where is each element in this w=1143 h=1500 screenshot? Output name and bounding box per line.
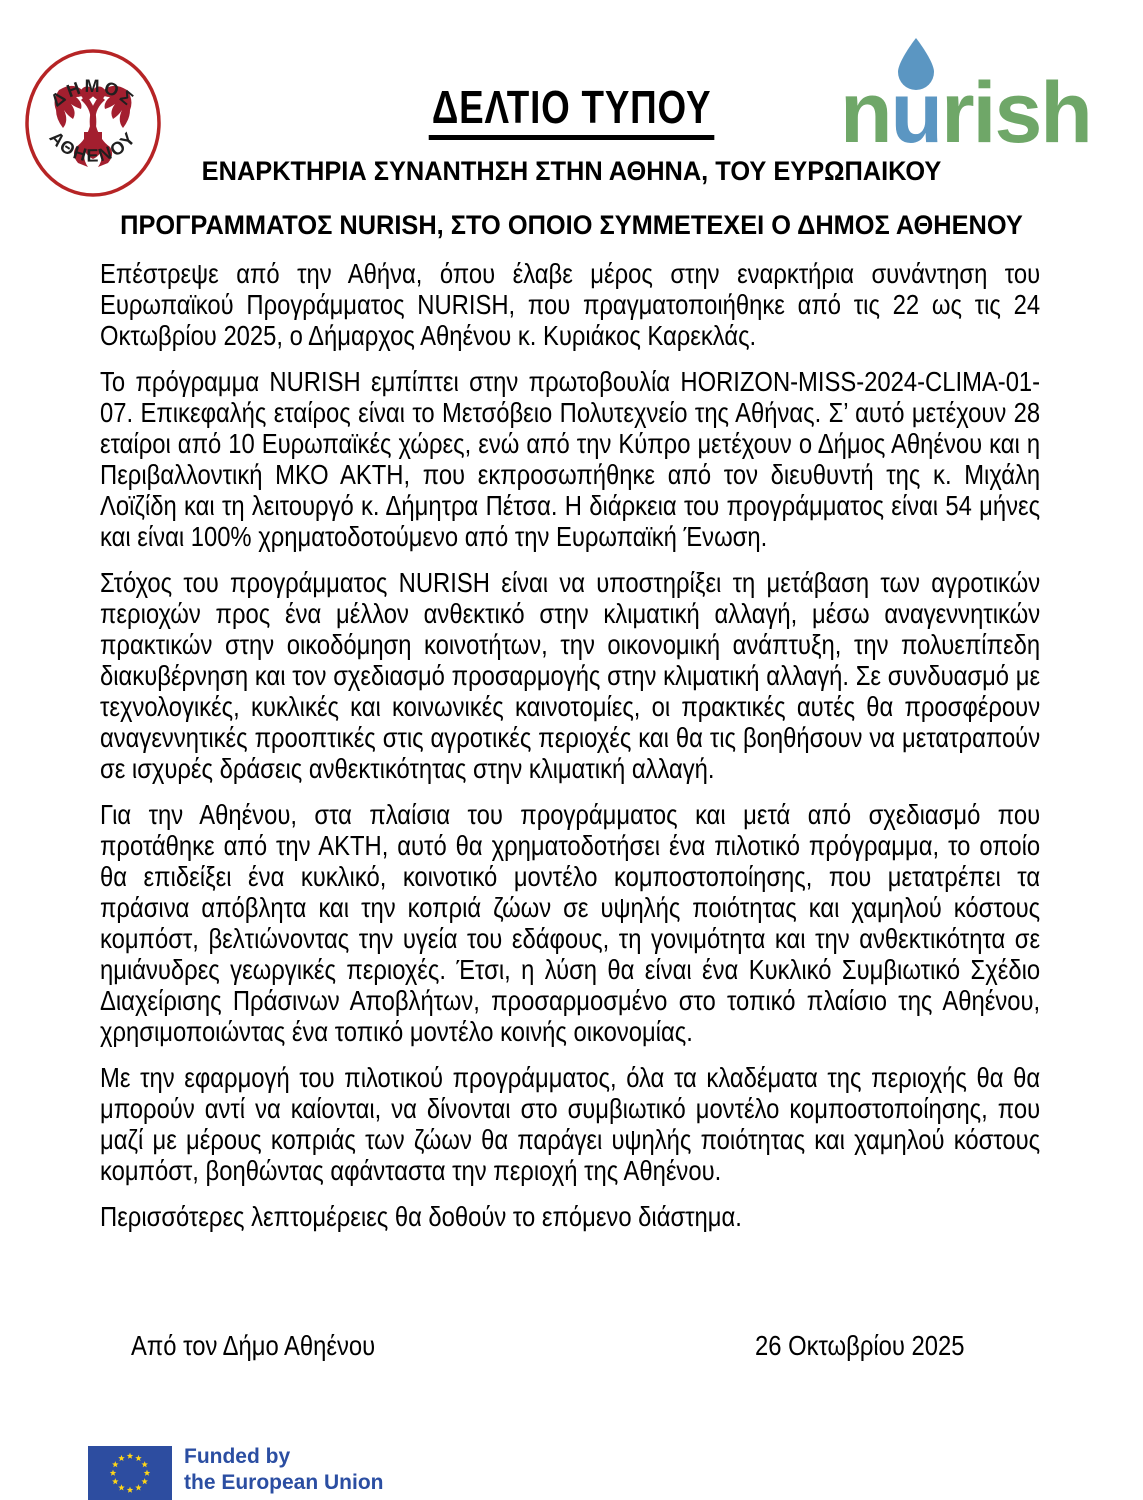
headline (60, 156, 1083, 240)
paragraph-3: Στόχος του προγράμματος NURISH είναι να υποστηρίξει τη μετάβαση των αγροτικών περιοχών προς ένα μέλλον ανθεκτικό στην κλιματική αλλαγή, μέσω αναγεννητικών πρακτικών στην οικοδόμηση κοινοτήτων, την οικονομική ανάπτυξη, την πολυεπίπεδη διακυβέρνηση και τον σχεδιασμό προσαρμογής στην κλιματική αλλαγή. Σε συνδυασμό με τεχνολογικές, κυκλικές και κοινωνικές καινοτομίες, οι πρακτικές αυτές θα προσφέρουν αναγεννητικές προοπτικές στις αγροτικές περιοχές και θα τις βοηθήσουν να μετατραπούν σε ισχυρές δράσεις ανθεκτικότητας στην κλιματική αλλαγή. (100, 567, 1041, 784)
signoff-text: Από τον Δήμο Αθηένου (131, 1330, 376, 1361)
nurish-letter-n: n (840, 65, 891, 150)
paragraph-4: Για την Αθηένου, στα πλαίσια του προγράμματος και μετά από σχεδιασμό που προτάθηκε από την ΑΚΤΗ, αυτό θα χρηματοδοτήσει ένα πιλοτικό πρόγραμμα, το οποίο θα επιδείξει ένα κυκλικό, κοινοτικό μοντέλο κομποστοποίησης, που μετατρέπει τα πράσινα απόβλητα και την κοπριά ζώων σε υψηλής ποιότητας και χαμηλού κόστους κομπόστ, βελτιώνοντας την υγεία του εδάφους, τη γονιμότητα και την ανθεκτικότητα σε ημιάνυδρες γεωργικές περιοχές. Έτσι, η λύση θα είναι ένα Κυκλικό Συμβιωτικό Σχέδιο Διαχείρισης Πράσινων Αποβλήτων, προσαρμοσμένο στο τοπικό πλαίσιο της Αθηένου, χρησιμοποιώντας ένα τοπικό μοντέλο κοινής οικονομίας. (100, 799, 1041, 1047)
eu-flag-icon (88, 1446, 172, 1500)
nurish-letter-u: u (890, 65, 942, 150)
nurish-letters-rish: rish (941, 65, 1091, 150)
body-column (100, 258, 1040, 1247)
seal-bottom-text: ΑΘΗΕΝΟΥ (45, 127, 141, 166)
nurish-logo (838, 34, 1138, 150)
headline-line-1: ΕΝΑΡΚΤΗΡΙΑ ΣΥΝΑΝΤΗΣΗ ΣΤΗΝ ΑΘΗΝΑ, ΤΟΥ ΕΥΡΩΠΑΙΚΟΥ (201, 156, 942, 186)
seal-top-text: ΔΗΜΟΣ (46, 75, 140, 111)
eu-funding-text (184, 1444, 384, 1496)
paragraph-2: Το πρόγραμμα NURISH εμπίπτει στην πρωτοβουλία HORIZON-MISS-2024-CLIMA-01-07. Επικεφαλής εταίρος είναι το Μετσόβειο Πολυτεχνείο της Αθήνας. Σ’ αυτό μετέχουν 28 εταίροι από 10 Ευρωπαϊκές χώρες, ενώ από την Κύπρο μετέχουν ο Δήμος Αθηένου και η Περιβαλλοντική ΜΚΟ ΑΚΤΗ, που εκπροσωπήθηκε από τον διευθυντή της κ. Μιχάλη Λοϊζίδη και τη λειτουργό κ. Δήμητρα Πέτσα. Η διάρκεια του προγράμματος είναι 54 μήνες και είναι 100% χρηματοδοτούμενο από την Ευρωπαϊκή Ένωση. (100, 366, 1041, 552)
svg-text:nurish (840, 65, 1091, 150)
eu-funding-line-2: the European Union (184, 1471, 384, 1494)
document-title: ΔΕΛΤΙΟ ΤΥΠΟΥ (429, 80, 715, 140)
paragraph-6: Περισσότερες λεπτομέρειες θα δοθούν το επόμενο διάστημα. (100, 1201, 742, 1232)
eu-funding-line-1: Funded by (184, 1445, 291, 1468)
paragraph-5: Με την εφαρμογή του πιλοτικού προγράμματος, όλα τα κλαδέματα της περιοχής θα θα μπορούν αντί να καίονται, να δίνονται στο συμβιωτικό μοντέλο κομποστοποίησης, που μαζί με μέρους κοπριάς των ζώων θα παράγει υψηλής ποιότητας και χαμηλού κόστους κομπόστ, βοηθώντας αφάνταστα την περιοχή της Αθηένου. (100, 1062, 1041, 1186)
headline-line-2: ΠΡΟΓΡΑΜΜΑΤΟΣ NURISH, ΣΤΟ ΟΠΟΙΟ ΣΥΜΜΕΤΕΧΕΙ Ο ΔΗΜΟΣ ΑΘΗΕΝΟΥ (120, 210, 1023, 240)
paragraph-1: Επέστρεψε από την Αθήνα, όπου έλαβε μέρος στην εναρκτήρια συνάντηση του Ευρωπαϊκού Προγράμματος NURISH, που πραγματοποιήθηκε από τις 22 ως τις 24 Οκτωβρίου 2025, ο Δήμαρχος Αθηένου κ. Κυριάκος Καρεκλάς. (100, 258, 1041, 351)
date-text: 26 Οκτωβρίου 2025 (755, 1330, 965, 1361)
